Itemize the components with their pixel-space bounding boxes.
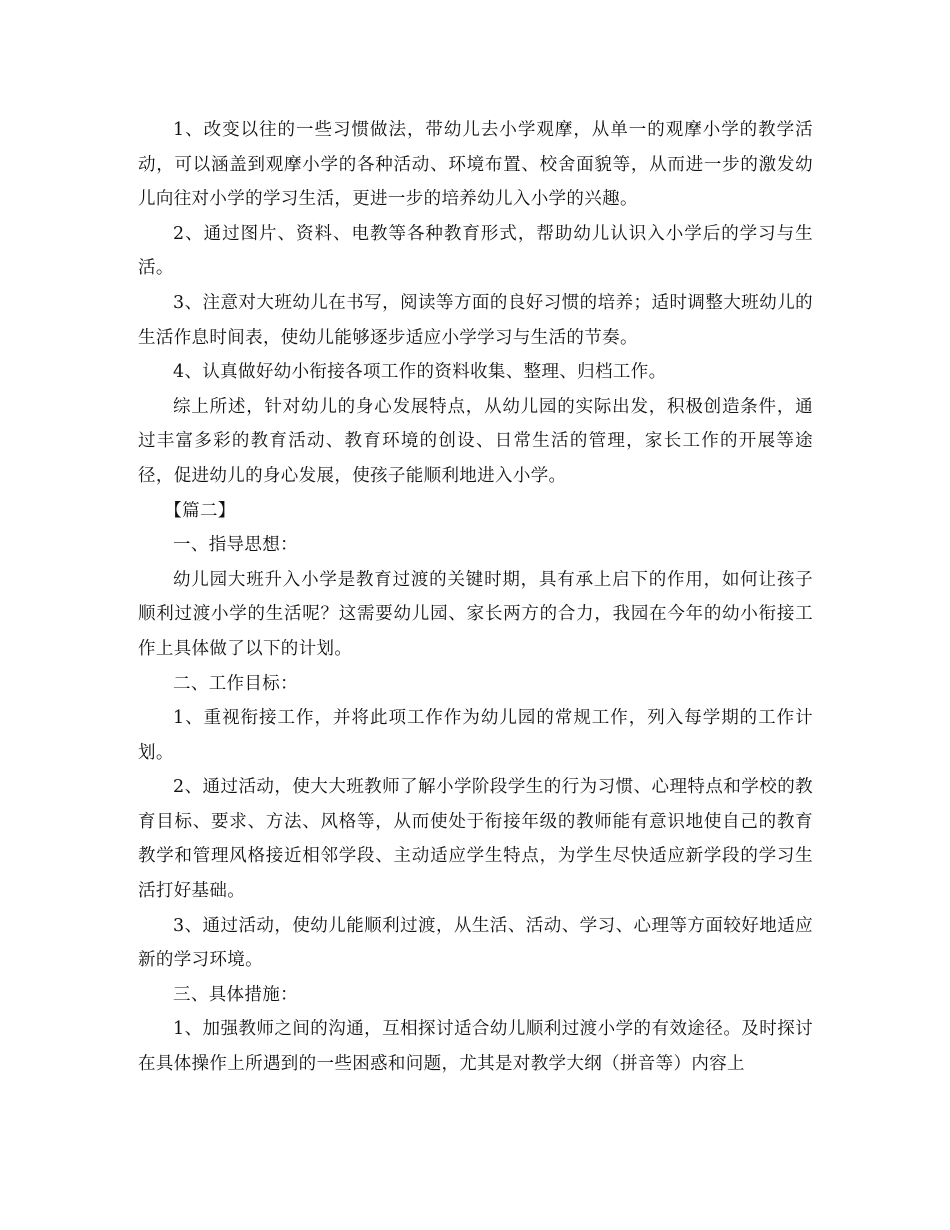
- paragraph-goal-4: 4、认真做好幼小衔接各项工作的资料收集、整理、归档工作。: [173, 362, 667, 383]
- paragraph-summary: 综上所述，针对幼儿的身心发展特点，从幼儿园的实际出发，积极创造条件，通过丰富多彩的教育活动、教育环境的创设、日常生活的管理，家长工作的开展等途径，促进幼儿的身心发展，使孩子能顺利地进入小学。: [138, 396, 813, 486]
- paragraph-work-goal-1: 1、重视衔接工作，并将此项工作作为幼儿园的常规工作，列入每学期的工作计划。: [138, 708, 813, 763]
- paragraph-measure-1: 1、加强教师之间的沟通，互相探讨适合幼儿顺利过渡小学的有效途径。及时探讨在具体操作上所遇到的一些困惑和问题，尤其是对教学大纲（拼音等）内容上: [138, 1019, 813, 1075]
- subheading-guiding-thought: 一、指导思想：: [173, 535, 298, 556]
- paragraph-goal-3: 3、注意对大班幼儿在书写，阅读等方面的良好习惯的培养；适时调整大班幼儿的生活作息时间表，使幼儿能够逐步适应小学学习与生活的节奏。: [138, 292, 813, 348]
- section-heading-part-two: 【篇二】: [164, 500, 236, 521]
- paragraph-goal-2: 2、通过图片、资料、电教等各种教育形式，帮助幼儿认识入小学后的学习与生活。: [138, 223, 813, 279]
- paragraph-guiding-thought: 幼儿园大班升入小学是教育过渡的关键时期，具有承上启下的作用，如何让孩子顺利过渡小学的生活呢？这需要幼儿园、家长两方的合力，我园在今年的幼小衔接工作上具体做了以下的计划。: [138, 569, 813, 659]
- subheading-work-goals: 二、工作目标：: [173, 673, 298, 694]
- subheading-measures: 三、具体措施：: [173, 984, 298, 1005]
- paragraph-work-goal-2: 2、通过活动，使大大班教师了解小学阶段学生的行为习惯、心理特点和学校的教育目标、要求、方法、风格等，从而使处于衔接年级的教师能有意识地使自己的教育教学和管理风格接近相邻学段、主动适应学生特点，为学生尽快适应新学段的学习生活打好基础。: [138, 777, 813, 902]
- paragraph-goal-1: 1、改变以往的一些习惯做法，带幼儿去小学观摩，从单一的观摩小学的教学活动，可以涵盖到观摩小学的各种活动、环境布置、校舍面貌等，从而进一步的激发幼儿向往对小学的学习生活，更进一步的培养幼儿入小学的兴趣。: [138, 120, 813, 210]
- document-body: [138, 113, 813, 1082]
- paragraph-work-goal-3: 3、通过活动，使幼儿能顺利过渡，从生活、活动、学习、心理等方面较好地适应新的学习环境。: [138, 915, 813, 971]
